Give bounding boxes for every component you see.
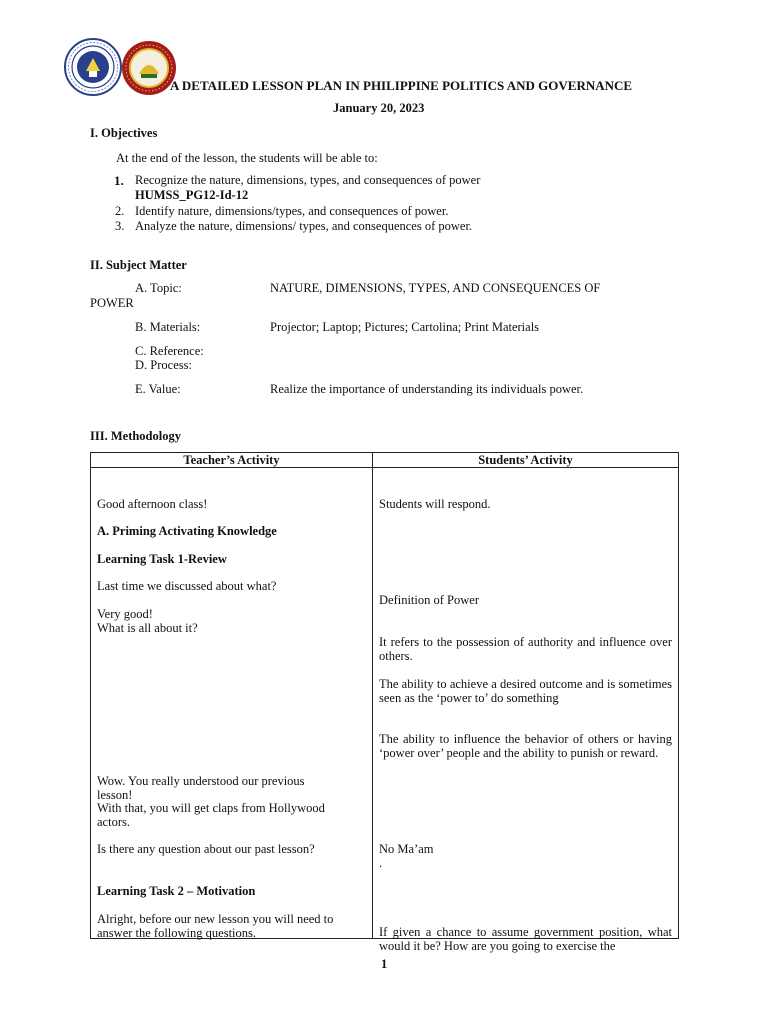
value-label: E. Value: xyxy=(135,382,181,396)
teacher-greeting: Good afternoon class! xyxy=(97,497,208,511)
objective-text: Analyze the nature, dimensions/ types, and consequences of power. xyxy=(135,219,473,233)
students-answer-1: It refers to the possession of authority and influence over others. xyxy=(379,635,672,663)
students-answer-2: The ability to achieve a desired outcome and is sometimes seen as the ‘power to’ do something xyxy=(379,677,672,705)
teacher-question-1: Last time we discussed about what? xyxy=(97,579,277,593)
teacher-activity-cell xyxy=(91,468,373,939)
topic-label: A. Topic: xyxy=(135,281,182,295)
objectives-intro: At the end of the lesson, the students will be able to: xyxy=(116,151,378,165)
students-answer-definition: Definition of Power xyxy=(379,593,479,607)
subject-matter-heading: II. Subject Matter xyxy=(90,258,187,272)
learning-task-1-heading: Learning Task 1-Review xyxy=(97,552,227,566)
page-number: 1 xyxy=(381,957,388,971)
objective-number: 2. xyxy=(115,204,125,218)
teacher-motivation: Alright, before our new lesson you will need to answer the following questions. xyxy=(97,912,334,940)
teacher-question-3: Is there any question about our past lesson? xyxy=(97,842,315,856)
students-answer-3: The ability to influence the behavior of others or having ‘power over’ people and the ability to punish or reward. xyxy=(379,732,672,760)
competency-code: HUMSS_PG12-Id-12 xyxy=(135,188,249,202)
students-question: If given a chance to assume government position, what would it be? How are you going to exercise the xyxy=(379,925,672,953)
objective-number: 1. xyxy=(114,173,124,188)
reference-label: C. Reference: xyxy=(135,344,204,358)
lesson-date: January 20, 2023 xyxy=(333,101,425,115)
students-answer-no: No Ma’am xyxy=(379,842,434,856)
teacher-claps: With that, you will get claps from Hollywood actors. xyxy=(97,801,325,829)
activity-table xyxy=(90,452,679,953)
page-title: A DETAILED LESSON PLAN IN PHILIPPINE POLITICS AND GOVERNANCE xyxy=(170,78,633,93)
topic-value: NATURE, DIMENSIONS, TYPES, AND CONSEQUENCES OF xyxy=(270,281,601,295)
objective-number: 3. xyxy=(115,219,125,233)
teacher-question-2: What is all about it? xyxy=(97,621,198,635)
materials-label: B. Materials: xyxy=(135,320,201,334)
process-label: D. Process: xyxy=(135,358,192,372)
materials-value: Projector; Laptop; Pictures; Cartolina; Print Materials xyxy=(270,320,540,334)
value-value: Realize the importance of understanding its individuals power. xyxy=(270,382,584,396)
objective-text: Recognize the nature, dimensions, types, and consequences of power xyxy=(135,173,481,187)
methodology-heading: III. Methodology xyxy=(90,429,181,443)
teacher-praise: Very good! xyxy=(97,607,153,621)
students-column-header: Students’ Activity xyxy=(373,453,679,468)
learning-task-2-heading: Learning Task 2 – Motivation xyxy=(97,884,256,898)
teacher-column-header: Teacher’s Activity xyxy=(91,453,373,468)
students-dot: . xyxy=(379,856,383,870)
objectives-heading: I. Objectives xyxy=(90,126,158,140)
teacher-wow: Wow. You really understood our previous lesson! xyxy=(97,774,305,802)
topic-value-continued: POWER xyxy=(90,296,134,310)
school-seal-logo xyxy=(121,40,177,96)
priming-heading: A. Priming Activating Knowledge xyxy=(97,524,277,538)
students-respond: Students will respond. xyxy=(379,497,491,511)
deped-seal-logo xyxy=(64,38,122,96)
students-activity-cell xyxy=(373,468,679,953)
objective-text: Identify nature, dimensions/types, and consequences of power. xyxy=(135,204,449,218)
